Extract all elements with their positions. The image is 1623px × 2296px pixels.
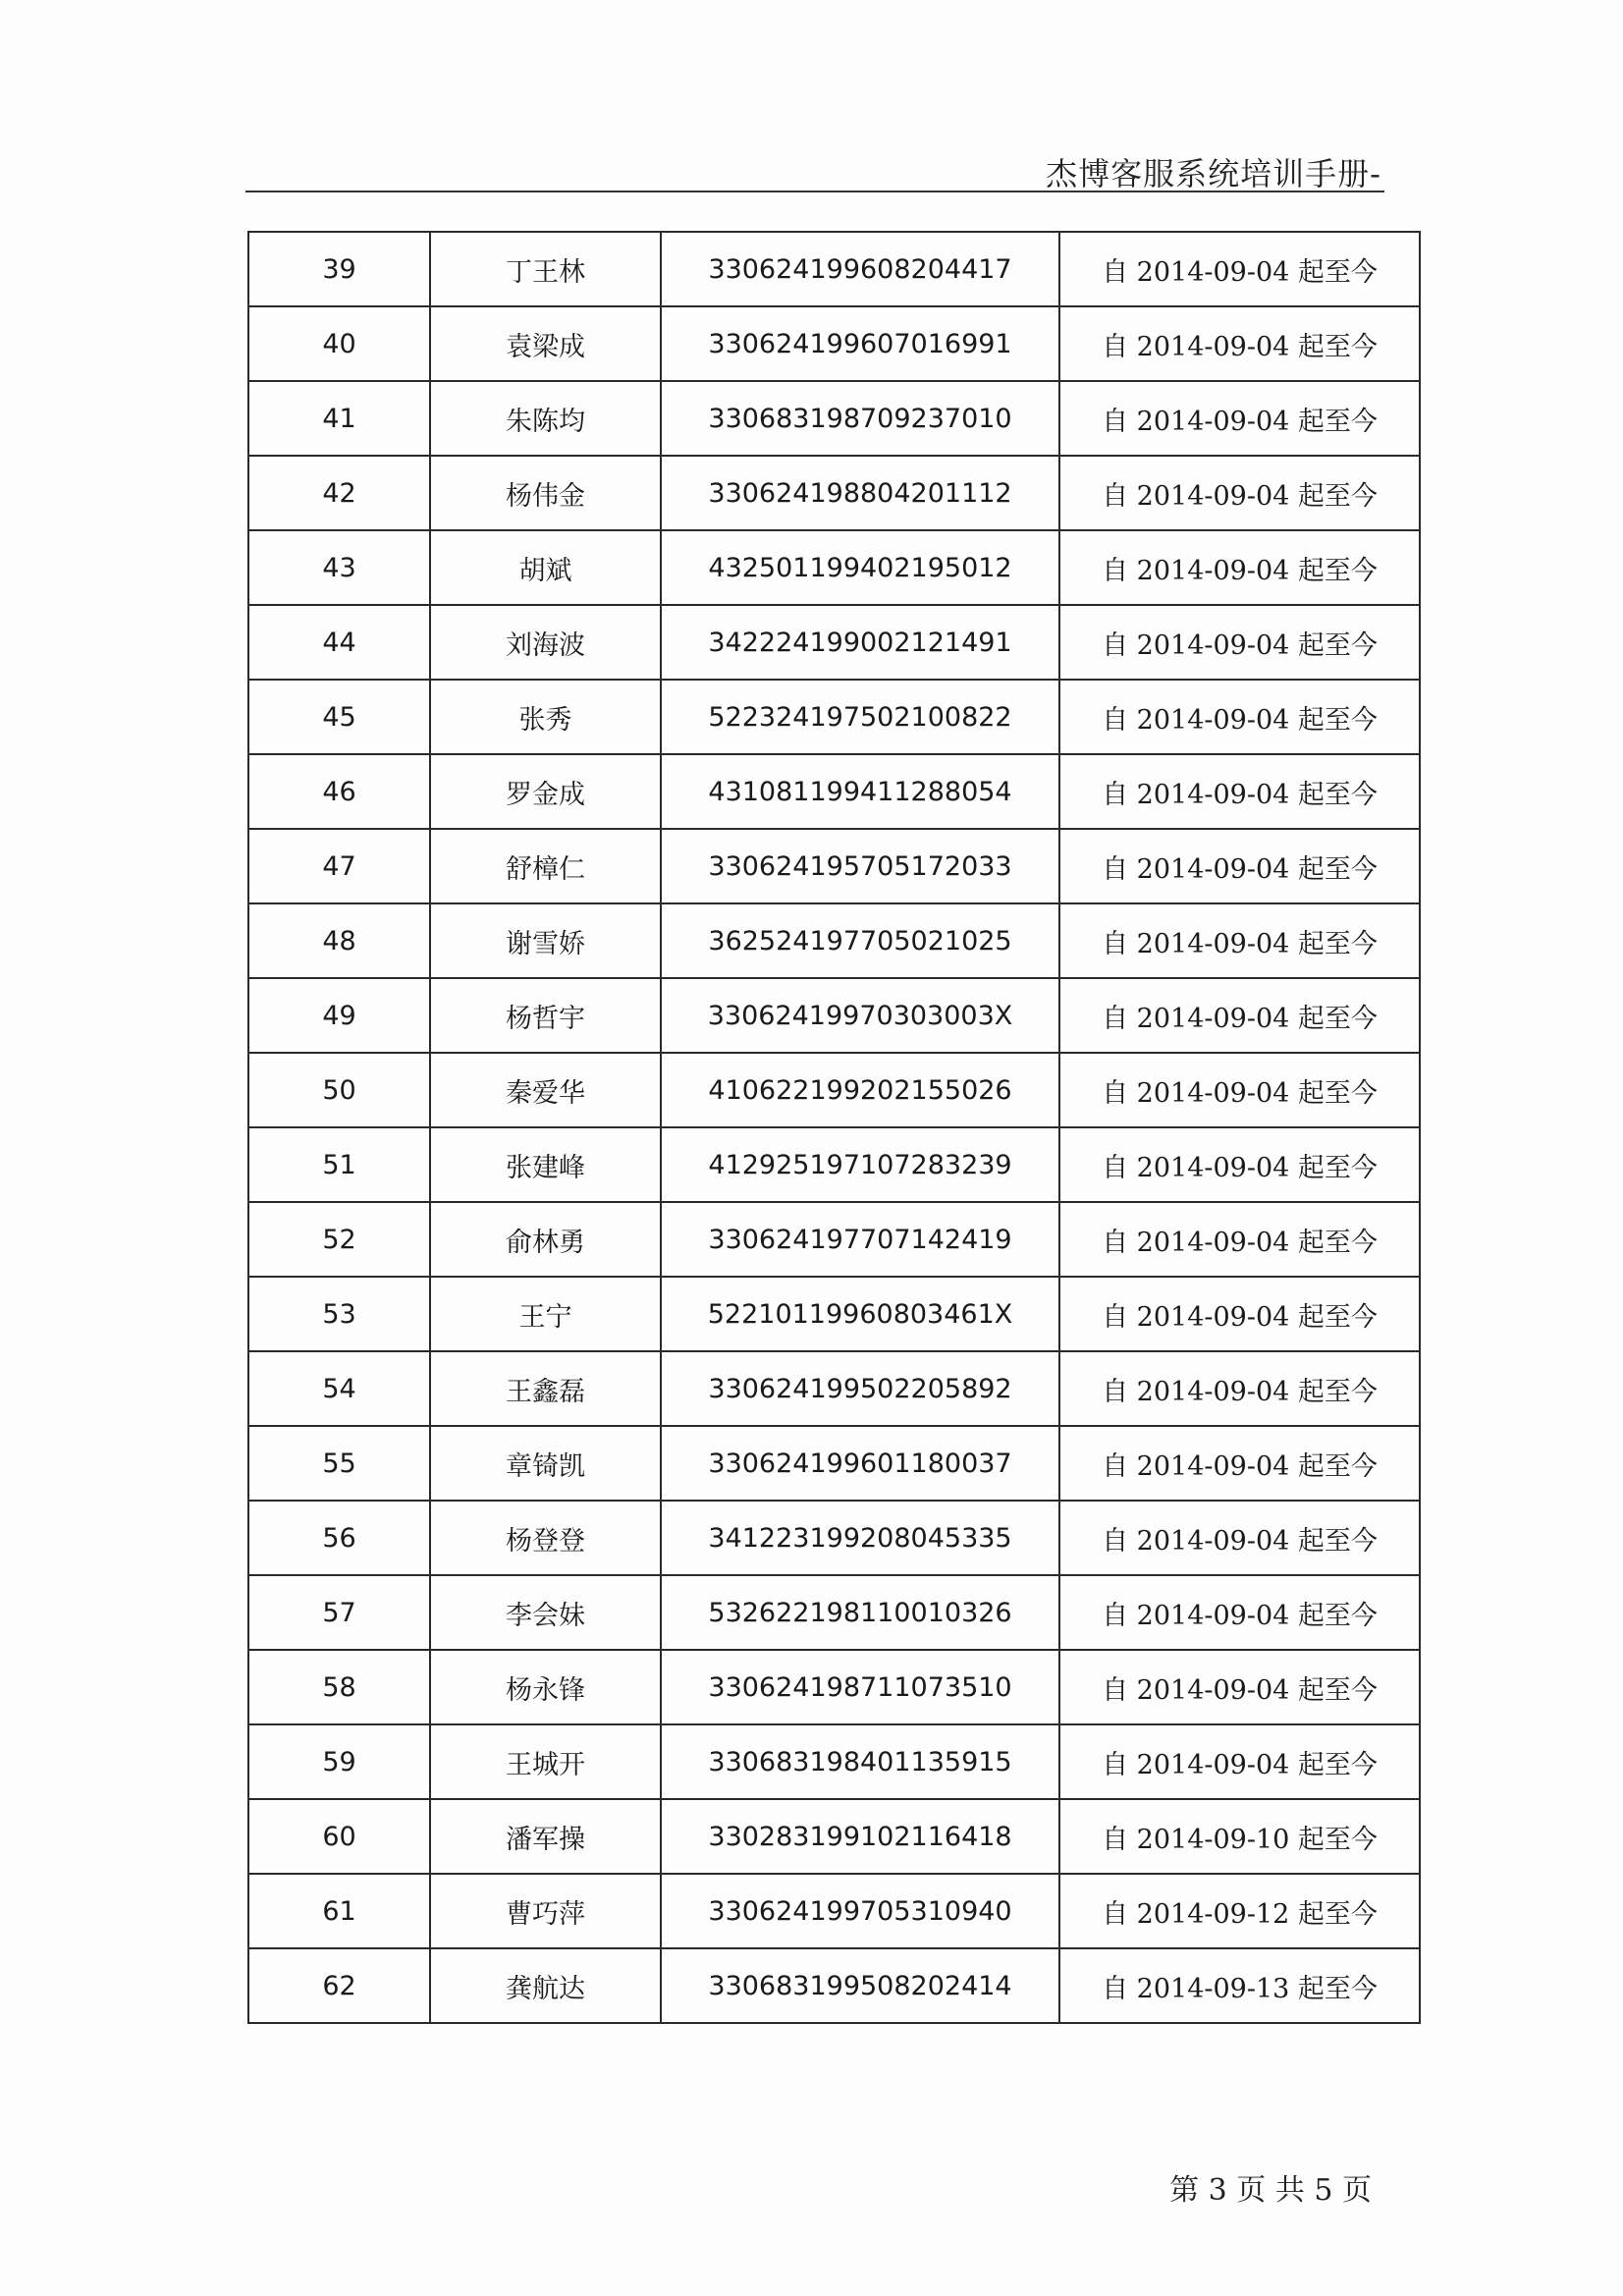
table-row [248, 1351, 1420, 1426]
row-name-cell: 刘海波 [430, 605, 661, 680]
document-header-title: 杰博客服系统培训手册- [1046, 155, 1381, 192]
row-id-number-cell: 412925197107283239 [661, 1127, 1059, 1202]
row-name-cell: 杨哲宇 [430, 978, 661, 1053]
table-row [248, 754, 1420, 829]
row-seq-cell: 45 [248, 680, 430, 754]
row-period-cell: 自 2014-09-13 起至今 [1059, 1948, 1420, 2023]
row-name-cell: 俞林勇 [430, 1202, 661, 1277]
row-id-number-cell: 330624197707142419 [661, 1202, 1059, 1277]
row-name-cell: 张秀 [430, 680, 661, 754]
row-id-number-cell: 330283199102116418 [661, 1799, 1059, 1874]
row-id-number-cell: 342224199002121491 [661, 605, 1059, 680]
row-period-cell: 自 2014-09-04 起至今 [1059, 978, 1420, 1053]
row-id-number-cell: 52210119960803461X [661, 1277, 1059, 1351]
row-name-cell: 李会妹 [430, 1575, 661, 1650]
row-seq-cell: 42 [248, 456, 430, 530]
page-number: 第 3 页 共 5 页 [1169, 2173, 1372, 2208]
row-seq-cell: 57 [248, 1575, 430, 1650]
row-name-cell: 舒樟仁 [430, 829, 661, 903]
table-row [248, 381, 1420, 456]
row-period-cell: 自 2014-09-04 起至今 [1059, 1127, 1420, 1202]
row-id-number-cell: 522324197502100822 [661, 680, 1059, 754]
row-id-number-cell: 330624198711073510 [661, 1650, 1059, 1724]
row-name-cell: 谢雪娇 [430, 903, 661, 978]
row-id-number-cell: 432501199402195012 [661, 530, 1059, 605]
row-period-cell: 自 2014-09-04 起至今 [1059, 1426, 1420, 1501]
row-name-cell: 曹巧萍 [430, 1874, 661, 1948]
row-name-cell: 杨伟金 [430, 456, 661, 530]
row-period-cell: 自 2014-09-04 起至今 [1059, 1501, 1420, 1575]
row-seq-cell: 54 [248, 1351, 430, 1426]
table-row [248, 456, 1420, 530]
row-seq-cell: 46 [248, 754, 430, 829]
row-seq-cell: 61 [248, 1874, 430, 1948]
row-period-cell: 自 2014-09-04 起至今 [1059, 1650, 1420, 1724]
row-id-number-cell: 330683198709237010 [661, 381, 1059, 456]
table-row [248, 1799, 1420, 1874]
table-row [248, 1127, 1420, 1202]
table-row [248, 978, 1420, 1053]
row-name-cell: 潘军操 [430, 1799, 661, 1874]
row-period-cell: 自 2014-09-04 起至今 [1059, 680, 1420, 754]
row-seq-cell: 43 [248, 530, 430, 605]
row-id-number-cell: 330624199502205892 [661, 1351, 1059, 1426]
row-period-cell: 自 2014-09-04 起至今 [1059, 1053, 1420, 1127]
staff-roster-body [248, 232, 1420, 2023]
row-name-cell: 章锜凯 [430, 1426, 661, 1501]
row-name-cell: 王城开 [430, 1724, 661, 1799]
row-name-cell: 张建峰 [430, 1127, 661, 1202]
row-seq-cell: 50 [248, 1053, 430, 1127]
row-id-number-cell: 410622199202155026 [661, 1053, 1059, 1127]
header-divider [245, 191, 1384, 192]
table-row [248, 1053, 1420, 1127]
table-row [248, 1202, 1420, 1277]
row-period-cell: 自 2014-09-12 起至今 [1059, 1874, 1420, 1948]
row-id-number-cell: 330624199705310940 [661, 1874, 1059, 1948]
row-name-cell: 袁梁成 [430, 306, 661, 381]
row-seq-cell: 39 [248, 232, 430, 306]
row-seq-cell: 40 [248, 306, 430, 381]
table-row [248, 530, 1420, 605]
row-seq-cell: 58 [248, 1650, 430, 1724]
row-name-cell: 丁王林 [430, 232, 661, 306]
row-id-number-cell: 330624199601180037 [661, 1426, 1059, 1501]
row-id-number-cell: 532622198110010326 [661, 1575, 1059, 1650]
table-row [248, 1724, 1420, 1799]
row-id-number-cell: 330683198401135915 [661, 1724, 1059, 1799]
row-name-cell: 杨登登 [430, 1501, 661, 1575]
row-id-number-cell: 330624199607016991 [661, 306, 1059, 381]
row-period-cell: 自 2014-09-04 起至今 [1059, 530, 1420, 605]
staff-roster-table [247, 231, 1421, 2024]
row-seq-cell: 41 [248, 381, 430, 456]
row-seq-cell: 53 [248, 1277, 430, 1351]
row-id-number-cell: 330624199608204417 [661, 232, 1059, 306]
row-seq-cell: 48 [248, 903, 430, 978]
row-id-number-cell: 330624195705172033 [661, 829, 1059, 903]
row-id-number-cell: 33062419970303003X [661, 978, 1059, 1053]
row-period-cell: 自 2014-09-10 起至今 [1059, 1799, 1420, 1874]
table-row [248, 1948, 1420, 2023]
row-period-cell: 自 2014-09-04 起至今 [1059, 232, 1420, 306]
row-period-cell: 自 2014-09-04 起至今 [1059, 605, 1420, 680]
table-row [248, 306, 1420, 381]
row-id-number-cell: 362524197705021025 [661, 903, 1059, 978]
row-name-cell: 秦爱华 [430, 1053, 661, 1127]
table-row [248, 1575, 1420, 1650]
row-period-cell: 自 2014-09-04 起至今 [1059, 829, 1420, 903]
table-row [248, 1501, 1420, 1575]
row-seq-cell: 59 [248, 1724, 430, 1799]
row-seq-cell: 47 [248, 829, 430, 903]
row-period-cell: 自 2014-09-04 起至今 [1059, 306, 1420, 381]
row-period-cell: 自 2014-09-04 起至今 [1059, 754, 1420, 829]
row-name-cell: 杨永锋 [430, 1650, 661, 1724]
row-seq-cell: 56 [248, 1501, 430, 1575]
row-seq-cell: 55 [248, 1426, 430, 1501]
row-name-cell: 朱陈均 [430, 381, 661, 456]
row-name-cell: 王鑫磊 [430, 1351, 661, 1426]
row-name-cell: 龚航达 [430, 1948, 661, 2023]
table-row [248, 680, 1420, 754]
row-name-cell: 王宁 [430, 1277, 661, 1351]
row-period-cell: 自 2014-09-04 起至今 [1059, 1575, 1420, 1650]
row-period-cell: 自 2014-09-04 起至今 [1059, 381, 1420, 456]
row-period-cell: 自 2014-09-04 起至今 [1059, 1277, 1420, 1351]
row-seq-cell: 52 [248, 1202, 430, 1277]
table-row [248, 1426, 1420, 1501]
row-seq-cell: 49 [248, 978, 430, 1053]
row-seq-cell: 51 [248, 1127, 430, 1202]
table-row [248, 903, 1420, 978]
row-seq-cell: 60 [248, 1799, 430, 1874]
row-id-number-cell: 341223199208045335 [661, 1501, 1059, 1575]
row-id-number-cell: 431081199411288054 [661, 754, 1059, 829]
row-name-cell: 罗金成 [430, 754, 661, 829]
table-row [248, 605, 1420, 680]
table-row [248, 232, 1420, 306]
table-row [248, 829, 1420, 903]
table-row [248, 1874, 1420, 1948]
row-period-cell: 自 2014-09-04 起至今 [1059, 1202, 1420, 1277]
row-name-cell: 胡斌 [430, 530, 661, 605]
table-row [248, 1650, 1420, 1724]
row-seq-cell: 62 [248, 1948, 430, 2023]
row-id-number-cell: 330683199508202414 [661, 1948, 1059, 2023]
row-period-cell: 自 2014-09-04 起至今 [1059, 903, 1420, 978]
row-period-cell: 自 2014-09-04 起至今 [1059, 1724, 1420, 1799]
row-id-number-cell: 330624198804201112 [661, 456, 1059, 530]
row-seq-cell: 44 [248, 605, 430, 680]
row-period-cell: 自 2014-09-04 起至今 [1059, 456, 1420, 530]
row-period-cell: 自 2014-09-04 起至今 [1059, 1351, 1420, 1426]
table-row [248, 1277, 1420, 1351]
